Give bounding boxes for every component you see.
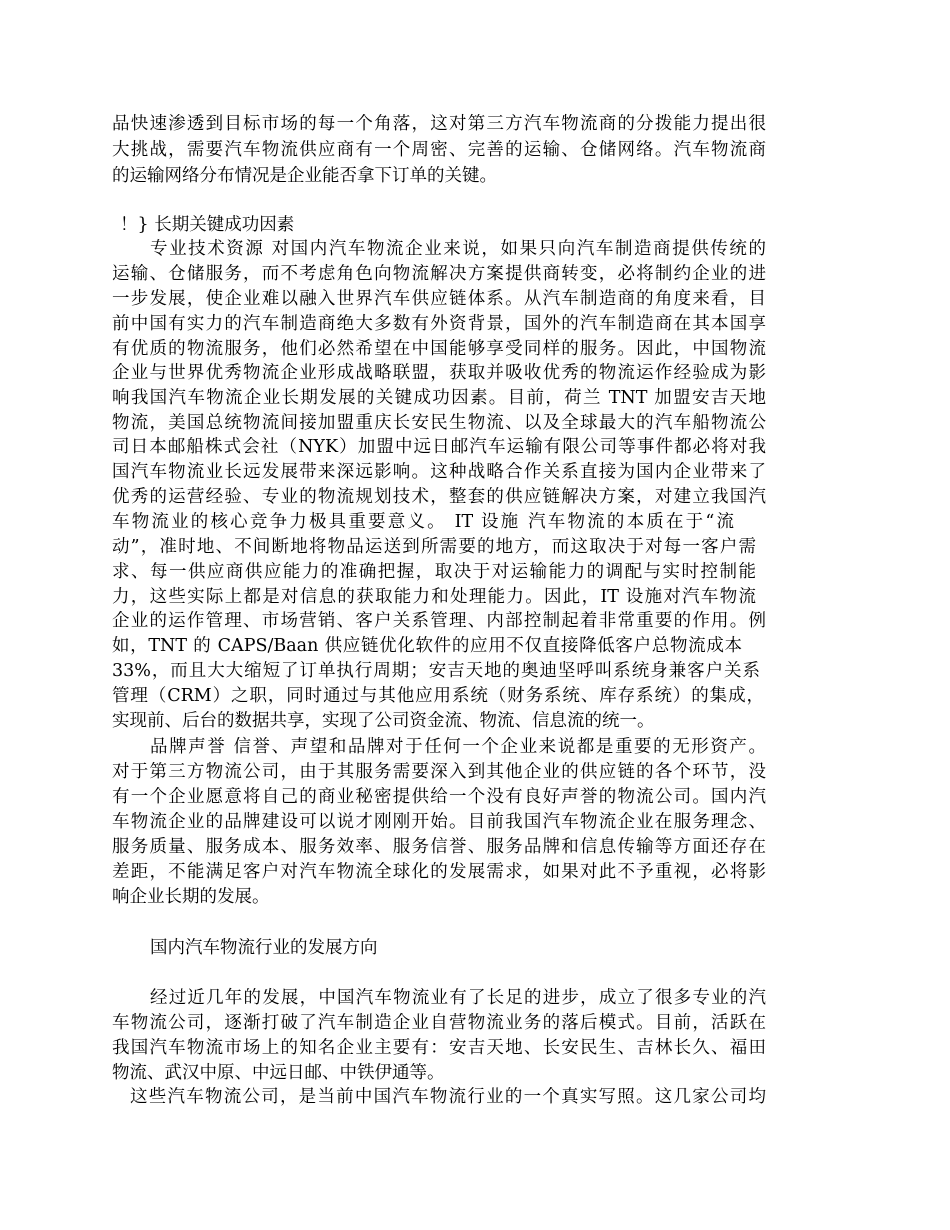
- text-line: 大挑战，需要汽车物流供应商有一个周密、完善的运输、仓储网络。汽车物流商: [112, 140, 766, 160]
- text-line: 有一个企业愿意将自己的商业秘密提供给一个没有良好声誉的物流公司。国内汽: [112, 787, 766, 807]
- text-line: 车物流企业的品牌建设可以说才刚刚开始。目前我国汽车物流企业在服务理念、: [112, 812, 766, 832]
- text-line: 经过近几年的发展，中国汽车物流业有了长足的进步，成立了很多专业的汽: [150, 988, 766, 1008]
- text-line: 我国汽车物流市场上的知名企业主要有：安吉天地、长安民生、吉林长久、福田: [112, 1038, 766, 1058]
- text-line: 车物流业的核心竞争力极具重要意义。 IT 设施 汽车物流的本质在于“流: [112, 512, 734, 532]
- text-line: 一步发展，使企业难以融入世界汽车供应链体系。从汽车制造商的角度来看，目: [112, 289, 766, 309]
- text-line: 国汽车物流业长远发展带来深远影响。这种战略合作关系直接为国内企业带来了: [112, 462, 766, 482]
- text-line: 求、每一供应商供应能力的准确把握，取决于对运输能力的调配与实时控制能: [112, 562, 756, 582]
- text-line: 实现前、后台的数据共享，实现了公司资金流、物流、信息流的统一。: [112, 711, 655, 731]
- text-line: 运输、仓储服务，而不考虑角色向物流解决方案提供商转变，必将制约企业的进: [112, 264, 766, 284]
- text-line: 品快速渗透到目标市场的每一个角落，这对第三方汽车物流商的分拨能力提出很: [112, 114, 766, 134]
- text-line: 品牌声誉 信誉、声望和品牌对于任何一个企业来说都是重要的无形资产。: [150, 737, 766, 757]
- text-line: 差距，不能满足客户对汽车物流全球化的发展需求，如果对此不予重视，必将影: [112, 862, 766, 882]
- text-line: 企业与世界优秀物流企业形成战略联盟，获取并吸收优秀的物流运作经验成为影: [112, 363, 766, 383]
- text-line: 这些汽车物流公司，是当前中国汽车物流行业的一个真实写照。这几家公司均: [130, 1087, 766, 1107]
- text-line: 如，TNT 的 CAPS/Baan 供应链优化软件的应用不仅直接降低客户总物流成本: [112, 636, 742, 656]
- text-line: 动”，准时地、不间断地将物品运送到所需要的地方，而这取决于对每一客户需: [112, 537, 756, 557]
- text-line: 专业技术资源 对国内汽车物流企业来说，如果只向汽车制造商提供传统的: [150, 239, 766, 259]
- text-line: 优秀的运营经验、专业的物流规划技术，整套的供应链解决方案，对建立我国汽: [112, 487, 766, 507]
- text-line: 企业的运作管理、市场营销、客户关系管理、内部控制起着非常重要的作用。例: [112, 611, 766, 631]
- text-line: 响我国汽车物流企业长期发展的关键成功因素。目前，荷兰 TNT 加盟安吉天地: [112, 388, 766, 408]
- text-line: 物流，美国总统物流间接加盟重庆长安民生物流、以及全球最大的汽车船物流公: [112, 413, 766, 433]
- text-line: 33%，而且大大缩短了订单执行周期；安吉天地的奥迪坚呼叫系统身兼客户关系: [112, 661, 760, 681]
- text-line: 响企业长期的发展。: [112, 887, 270, 907]
- text-line: 的运输网络分布情况是企业能否拿下订单的关键。: [112, 166, 497, 186]
- text-line: 服务质量、服务成本、服务效率、服务信誉、服务品牌和信息传输等方面还存在: [112, 837, 766, 857]
- text-line: 物流、武汉中原、中远日邮、中铁伊通等。: [112, 1063, 445, 1083]
- text-line: 有优质的物流服务，他们必然希望在中国能够享受同样的服务。因此，中国物流: [112, 339, 766, 359]
- text-line: 司日本邮船株式会社（NYK）加盟中远日邮汽车运输有限公司等事件都必将对我: [112, 437, 766, 457]
- section-heading: 国内汽车物流行业的发展方向: [150, 938, 378, 958]
- text-line: 管理（CRM）之职，同时通过与其他应用系统（财务系统、库存系统）的集成，: [112, 686, 764, 706]
- section-heading: ！} 长期关键成功因素: [120, 215, 295, 235]
- text-line: 力，这些实际上都是对信息的获取能力和处理能力。因此，IT 设施对汽车物流: [112, 587, 756, 607]
- text-line: 车物流公司，逐渐打破了汽车制造企业自营物流业务的落后模式。目前，活跃在: [112, 1013, 766, 1033]
- text-line: 前中国有实力的汽车制造商绝大多数有外资背景，国外的汽车制造商在其本国享: [112, 314, 766, 334]
- text-line: 对于第三方物流公司，由于其服务需要深入到其他企业的供应链的各个环节，没: [112, 762, 766, 782]
